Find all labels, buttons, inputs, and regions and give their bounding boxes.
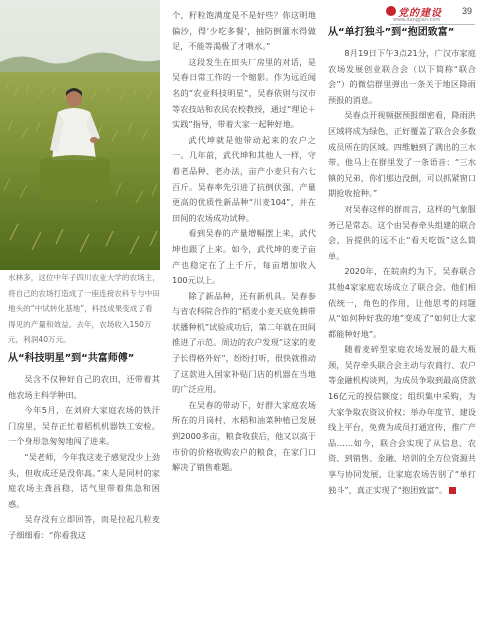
farmer-in-rice-field-photo [0,0,160,270]
paragraph: 对吴春这样的群而言，这样的气象服务已是常态。这个由吴春牵头组建的联合会，旨提供的远不止“看天吃饭”这么简单。 [328,203,476,261]
paragraph: 除了新品种，还有新机具。吴春参与省农科院合作的“稻麦小麦天底免耕带状播种机”试验成功后，第二年就在田间推进了示范。周边的农户发现“这家的麦子长得格外好”，纷纷打听，很快就推动了这款进入国家补贴门店的机器在当地的广泛应用。 [172,290,316,395]
paragraph: “吴老师，今年我这麦子感觉没少上劲头，但收成还是没你高。”来人是同村的家庭农场主龚昌稳，话气里带着焦急和困惑。 [8,451,160,509]
logo-emblem-icon [386,6,396,16]
section-heading-tech-star: 从“科技明星”到“共富师傅” [8,353,135,364]
column-2 [172,8,316,476]
magazine-logo [386,4,458,18]
website-url: www.dangjian.com [393,17,441,23]
page-number: 39 [462,6,473,16]
paragraph: 吴春点开视频据预报细密看，降雨洪区域将成为绿色，正好覆盖了联合会多数成员所在的区域。四维触到了满出的三水带。他马上在群里发了一条语音：“三水镇的兄弟，你们那边没倒，可以抓紧窗口期抢收抢种。” [328,110,476,199]
column-3 [328,22,476,498]
column-1 [8,344,160,544]
paragraph: 在吴春的带动下，好群大家庭农场所在的月岗村，水稻和油菜种植已发展到2000多亩，粮食收获后，他又以高于市价的价格收购农户的粮食，在家门口解决了销售难题。 [172,399,316,473]
paragraph: 这段发生在田头厂房里的对话，是吴春日常工作的一个缩影。作为远近闻名的“农业科技明星”，吴春依则与汉市等农技站和农民农校教授，通过“理论＋实践”指导，带着大家一起种好地。 [172,56,316,130]
photo-caption: 水林多，这位中年子四川农业大学的农场主，将自己的农场打造成了一座连接农科专与中田地头的“中试转化基地”，科技成果变成了看得见的产量和效益。去年，农场收入150万元，利润40万元。 [8,273,160,345]
paragraph: 8月19日下午3点21分，广汉市家庭农场发展创业联合会（以下简称“联合会”）的微信群里弹出一条关于地区降雨预报的消息。 [328,48,476,105]
paragraph: 吴含不仅种好自己的农田，还带着其他农场主科学种田。 [8,374,160,400]
paragraph: 2020年，在皖南约为下，吴春联合其他4家家庭农场成立了联合会。他们相依统一，角色的作用，让他思考的问题从“如何种好我的地”变成了“如何让大家都能种好地”。 [328,266,476,339]
paragraph: 看到吴春的产量增幅摆上来，武代坤也跟了上来。如今，武代坤的麦子亩产也稳定在了上千斤，每亩增加收入100元以上。 [172,228,316,286]
paragraph: 今年5月，在刘府大家庭农场的铁汗门房里，吴存正忙着稻机机器铁工安检。一个身形急匆匆地闯了进来。 [8,405,160,447]
paragraph: 吴存没有立即回答，而是拉起几粒麦子细细看：“你看我这 [8,514,160,540]
article-end-icon [449,487,456,494]
logo-text: 党的建设 [398,7,442,19]
paragraph: 武代坤就是他带动起来的农户之一。几年前，武代坤和其他人一样，守着老品种、老办法，亩产小麦只有六七百斤。吴春率先引进了抗倒伏强、产量更高的优质性新品种“川麦104”，并在田间的农场成功试种。 [172,134,316,223]
paragraph-text: 随着麦碎型家庭农场发展的最大瓶颈，吴存牵头联合会主动与农商行、农户等金融机构谈判，为成员争取到最高贷款16亿元的授信额度；组织集中采购，为大家争取农资议价权；举办年度节、建设线上平台，免费为成员打通宣传，推广产品……如今，联合会实现了从信息、农资、到销售、金融、培训的全方位资源共享与协同发展，让家庭农场告别了“单打独斗”，真正实现了“抱团致富”。 [328,344,476,495]
paragraph-final [328,342,476,498]
paragraph: 个，籽粒饱满度是不是好些？你这明地偏沙，得‘少吃多餐’，抽防倒灌水得做足，不能等渴极了才喂水。” [172,10,316,52]
section-heading-group-prosperity: 从“单打独斗”到“抱团致富” [328,27,455,38]
